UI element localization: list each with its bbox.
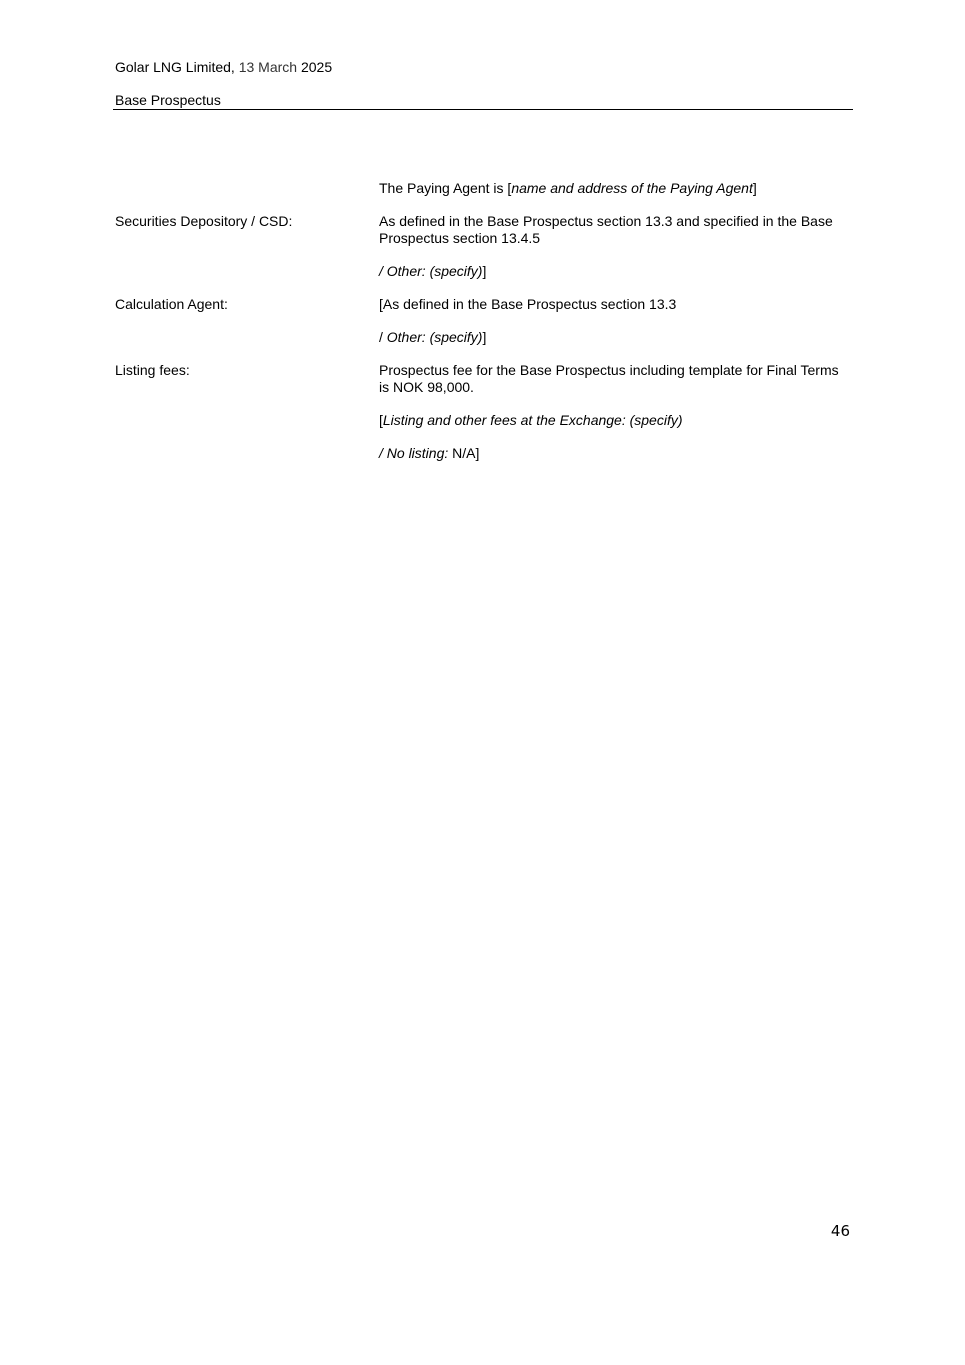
page-header [115,57,852,110]
terms-value [379,213,852,280]
page-number: 46 [830,1222,850,1240]
italic-run: / No listing: [379,445,453,461]
text-run: ] [752,180,757,196]
text-run: / [379,329,387,345]
terms-table [115,180,852,478]
header-company-date [115,57,852,77]
terms-paragraph [379,180,852,197]
terms-paragraph [379,445,852,462]
text-run: [As defined in the Base Prospectus section 13.3 [379,296,677,312]
terms-label: Calculation Agent: [115,296,228,312]
header-document-type: Base Prospectus [115,92,221,108]
italic-run: / Other: (specify) [379,263,483,279]
header-year: 2025 [297,59,333,75]
text-run: [ [379,412,383,428]
terms-value [379,362,852,462]
text-run: ] [482,329,487,345]
terms-value [379,180,852,197]
terms-paragraph [379,296,852,313]
italic-run: Listing and other fees at the Exchange: (specify) [382,412,683,428]
italic-run: Other: (specify) [386,329,483,345]
terms-paragraph [379,213,852,247]
header-date: 13 March [238,59,298,75]
header-company: Golar LNG Limited, [115,59,239,75]
terms-label: Listing fees: [115,362,190,378]
terms-label [115,180,379,197]
terms-row-securities-depository [115,213,852,280]
text-run: The Paying Agent is [ [379,180,512,196]
header-divider [113,109,853,110]
text-run: As defined in the Base Prospectus section 13.3 and specified in the Base Prospectus section 13.4.5 [379,213,833,246]
terms-value [379,296,852,346]
terms-label: Securities Depository / CSD: [115,213,293,229]
terms-paragraph [379,329,852,346]
terms-paragraph [379,412,852,429]
text-run: ] [482,263,487,279]
italic-run: name and address of the Paying Agent [511,180,753,196]
terms-row-paying-agent [115,180,852,197]
terms-paragraph [379,263,852,280]
terms-row-listing-fees [115,362,852,462]
text-run: N/A] [452,445,480,461]
terms-row-calculation-agent [115,296,852,346]
terms-paragraph [379,362,852,396]
text-run: Prospectus fee for the Base Prospectus including template for Final Terms is NOK 98,000. [379,362,839,395]
